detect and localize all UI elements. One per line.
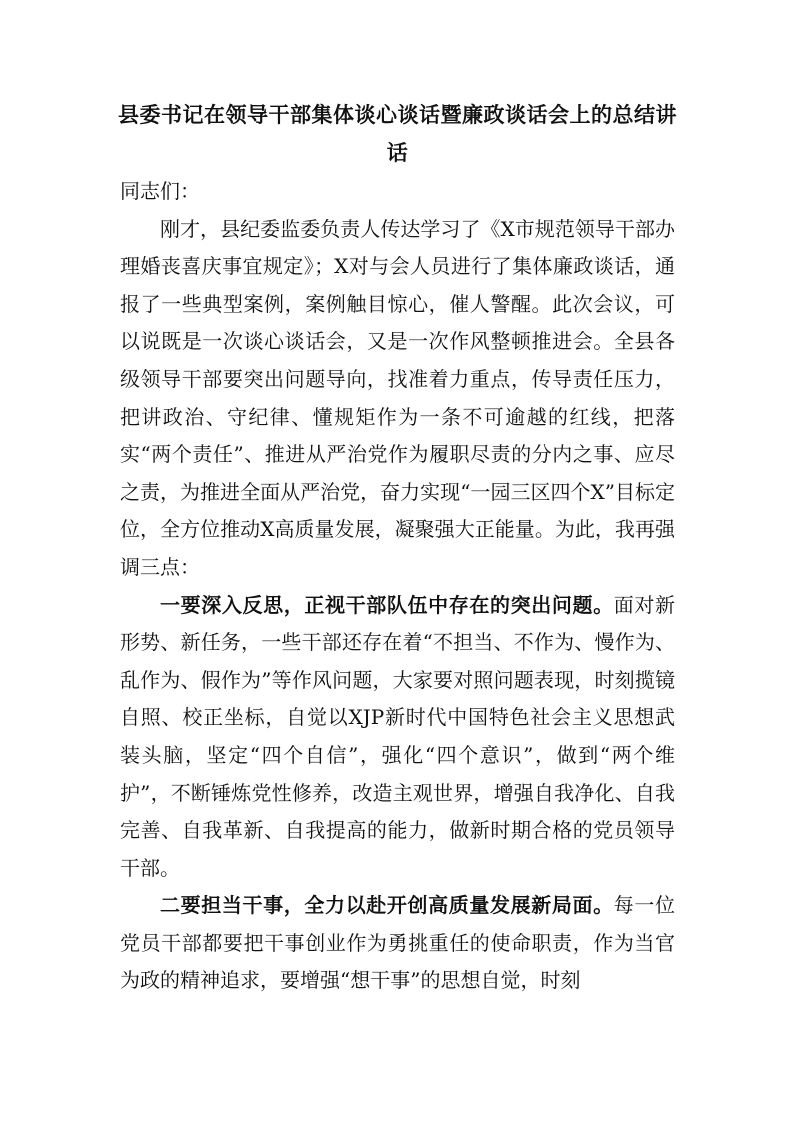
document-page [120, 96, 675, 1000]
paragraph-point-two-text: 每一位党员干部都要把干事创业作为勇挑重任的使命职责，作为当官为政的精神追求，要增强“想干事”的思想自觉，时刻 [120, 893, 675, 993]
paragraph-point-one-text: 面对新形势、新任务，一些干部还存在着“不担当、不作为、慢作为、乱作为、假作为”等作风问题，大家要对照问题表现，时刻揽镜自照、校正坐标，自觉以XJP新时代中国特色社会主义思想武装头脑，坚定“四个自信”，强化“四个意识”，做到“两个维护”，不断锤炼党性修养，改造主观世界，增强自我净化、自我完善、自我革新、自我提高的能力，做新时期合格的党员领导干部。 [120, 592, 675, 880]
paragraph-intro [120, 211, 675, 587]
paragraph-point-two [120, 887, 675, 1000]
salutation: 同志们： [120, 179, 200, 203]
paragraph-point-one-heading: 一要深入反思，正视干部队伍中存在的突出问题。 [160, 592, 614, 617]
paragraph-intro-text: 刚才，县纪委监委负责人传达学习了《X市规范领导干部办理婚丧喜庆事宜规定》；X对与会人员进行了集体廉政谈话，通报了一些典型案例，案例触目惊心，催人警醒。此次会议，可以说既是一次谈心谈话会，又是一次作风整顿推进会。全县各级领导干部要突出问题导向，找准着力重点，传导责任压力，把讲政治、守纪律、懂规矩作为一条不可逾越的红线，把落实“两个责任”、推进从严治党作为履职尽责的分内之事、应尽之责，为推进全面从严治党，奋力实现“一园三区四个X”目标定位，全方位推动X高质量发展，凝聚强大正能量。为此，我再强调三点： [120, 216, 675, 579]
paragraph-point-one [120, 587, 675, 888]
document-title: 县委书记在领导干部集体谈心谈话暨廉政谈话会上的总结讲话 [118, 103, 677, 165]
paragraph-point-two-heading: 二要担当干事，全力以赴开创高质量发展新局面。 [160, 893, 614, 918]
